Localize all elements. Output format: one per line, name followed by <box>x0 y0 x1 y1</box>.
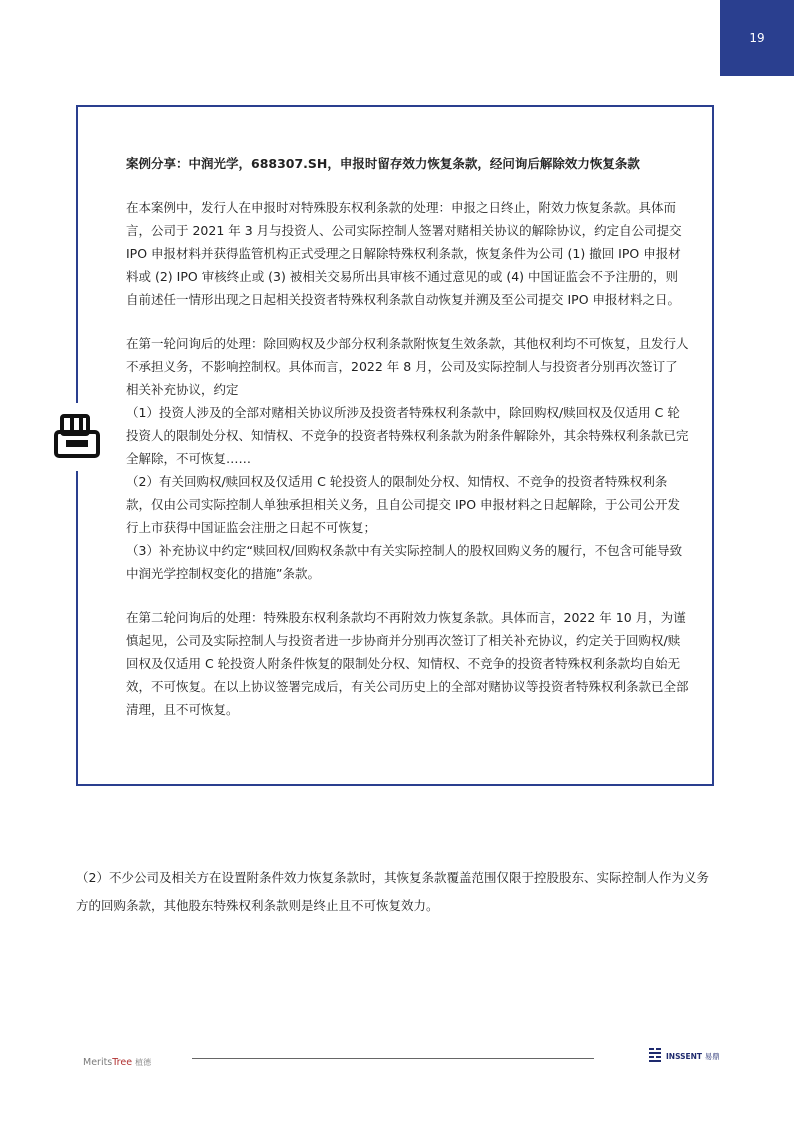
insent-logo-text: INSSENT <box>666 1051 703 1061</box>
case-item-3: （3）补充协议中约定“赎回权/回购权条款中有关实际控制人的股权回购义务的履行，不包含可能导致中润光学控制权变化的措施”条款。 <box>126 543 683 581</box>
case-study-content <box>126 152 690 721</box>
lower-paragraph: （2）不少公司及相关方在设置附条件效力恢复条款时，其恢复条款覆盖范围仅限于控股股东、实际控制人作为义务方的回购条款，其他股东特殊权利条款则是终止且不可恢复效力。 <box>76 870 709 913</box>
case-box-icon <box>45 403 113 471</box>
page-number-tab <box>720 0 794 76</box>
insent-logo-icon <box>648 1047 662 1065</box>
case-study-box <box>76 105 714 786</box>
case-paragraph-first-round: 在第一轮问询后的处理：除回购权及少部分权利条款附恢复生效条款，其他权利均不可恢复，且发行人不承担义务，不影响控制权。具体而言，2022 年 8 月，公司及实际控制人与投资者分别再次签订了相关补充协议，约定 <box>126 336 689 397</box>
logo-tree-text: Tree <box>112 1057 133 1068</box>
logo-merits-text: Merits <box>83 1057 113 1068</box>
insent-logo <box>648 1046 728 1066</box>
page-number: 19 <box>749 31 765 45</box>
case-study-title: 案例分享：中润光学，688307.SH，申报时留存效力恢复条款，经问询后解除效力恢复条款 <box>126 156 640 171</box>
case-item-2: （2）有关回购权/赎回权及仅适用 C 轮投资人的限制处分权、知情权、不竞争的投资者特殊权利条款，仅由公司实际控制人单独承担相关义务，且自公司提交 IPO 申报材料之日起解除，于公司公开发行上市获得中国证监会注册之日起不可恢复； <box>126 474 681 535</box>
merits-tree-logo <box>80 1048 190 1068</box>
logo-cn-text: 植德 <box>135 1058 152 1067</box>
case-item-1: （1）投资人涉及的全部对赌相关协议所涉及投资者特殊权利条款中，除回购权/赎回权及仅适用 C 轮投资人的限制处分权、知情权、不竞争的投资者特殊权利条款为附条件解除外，其余特殊权利条款已完全解除，不可恢复…… <box>126 405 689 466</box>
insent-logo-cn: 易鼎 <box>704 1051 720 1061</box>
footer-divider <box>192 1058 594 1059</box>
case-paragraph-second-round: 在第二轮问询后的处理：特殊股东权利条款均不再附效力恢复条款。具体而言，2022 年 10 月，为谨慎起见，公司及实际控制人与投资者进一步协商并分别再次签订了相关补充协议，约定关于回购权/赎回权及仅适用 C 轮投资人附条件恢复的限制处分权、知情权、不竞争的投资者特殊权利条款均自始无效，不可恢复。在以上协议签署完成后，有关公司历史上的全部对赌协议等投资者特殊权利条款已全部清理，且不可恢复。 <box>126 610 689 717</box>
case-paragraph-initial: 在本案例中，发行人在申报时对特殊股东权利条款的处理：申报之日终止，附效力恢复条款。具体而言，公司于 2021 年 3 月与投资人、公司实际控制人签署对赌相关协议的解除协议，约定自公司提交 IPO 申报材料并获得监管机构正式受理之日解除特殊权利条款，恢复条件为公司 (1) 撤回 IPO 申报材料或 (2) IPO 审核终止或 (3) 被相关交易所出具审核不通过意见的或 (4) 中国证监会不予注册的，则自前述任一情形出现之日起相关投资者特殊权利条款自动恢复并溯及至公司提交 IPO 申报材料之日。 <box>126 200 682 307</box>
